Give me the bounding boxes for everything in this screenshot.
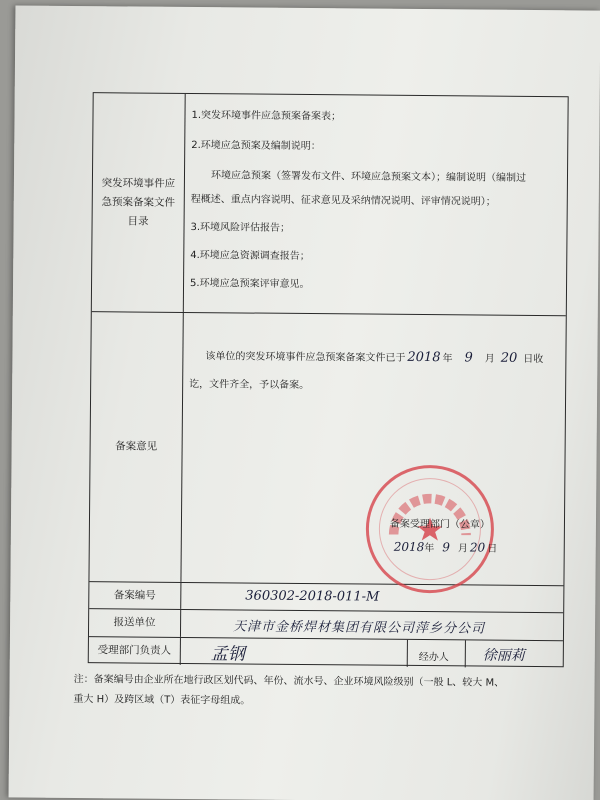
sign-day: 20	[469, 540, 486, 555]
record-number-content	[181, 583, 563, 612]
directory-item-5: 5.环境应急预案评审意见。	[189, 277, 310, 291]
filing-sign-date	[394, 539, 498, 555]
directory-content	[184, 94, 568, 315]
sign-year: 2018	[393, 539, 425, 555]
people-divider-1	[407, 640, 408, 667]
opinion-text-line-1	[205, 347, 543, 366]
directory-label	[92, 93, 186, 312]
directory-item-3: 3.环境风险评估报告；	[190, 221, 291, 234]
submitter-row	[89, 609, 563, 641]
submitter-value: 天津市金桥焊材集团有限公司萍乡分公司	[232, 619, 486, 637]
received-day: 20	[500, 350, 518, 366]
sign-month-suffix: 月	[457, 543, 468, 555]
submitter-label: 报送单位	[89, 609, 181, 637]
paper-sheet	[9, 5, 600, 800]
opinion-row	[89, 312, 565, 586]
record-number-value: 360302-2018-011-M	[245, 588, 380, 605]
directory-row	[92, 93, 568, 316]
directory-item-1: 1.突发环境事件应急预案备案表；	[191, 110, 342, 123]
directory-item-2: 2.环境应急预案及编制说明：	[191, 140, 321, 153]
directory-label-line-3: 目录	[127, 214, 149, 228]
footnote	[73, 670, 573, 714]
opinion-content	[181, 313, 565, 585]
responsible-persons-row	[89, 637, 563, 668]
footnote-line-2: 重大 H）及跨区域（T）表征字母组成。	[73, 693, 251, 707]
responsible-persons-content	[181, 638, 563, 668]
dept-head-label: 受理部门负责人	[89, 637, 181, 665]
opinion-text-part1: 该单位的突发环境事件应急预案备案文件已于	[205, 351, 406, 364]
filing-dept-seal-line: 备案受理部门（公章）	[389, 518, 490, 531]
directory-label-line-2: 急预案备案文件	[101, 195, 176, 209]
directory-label-line-1: 突发环境事件应	[101, 176, 176, 190]
submitter-content	[181, 610, 563, 640]
sign-day-suffix: 日	[487, 543, 498, 555]
opinion-label: 备案意见	[89, 312, 183, 582]
footnote-line-1: 注：备案编号由企业所在地行政区划代码、年份、流水号、企业环境风险级别（一般 L、较大 M、	[73, 673, 505, 689]
received-month: 9	[464, 350, 473, 366]
received-month-suffix: 月	[484, 353, 495, 365]
people-divider-2	[465, 640, 466, 667]
received-year-suffix: 年	[442, 353, 453, 365]
handler-signature: 徐丽莉	[482, 647, 525, 664]
directory-item-2-detail-2: 程概述、重点内容说明、征求意见及采纳情况说明、评审情况说明）；	[190, 194, 496, 208]
sign-year-suffix: 年	[424, 543, 435, 555]
sign-month: 9	[442, 540, 451, 555]
filing-form-table	[88, 92, 569, 667]
received-day-suffix: 日收	[523, 353, 544, 366]
received-year: 2018	[407, 349, 441, 366]
record-number-label: 备案编号	[89, 582, 181, 609]
opinion-text-line-2: 讫，文件齐全，予以备案。	[189, 378, 310, 392]
directory-item-4: 4.环境应急资源调查报告；	[190, 249, 310, 263]
directory-item-2-detail-1: 环境应急预案（签署发布文件、环境应急预案文本）；编制说明（编制过	[210, 170, 527, 184]
record-number-row	[89, 582, 563, 613]
dept-head-signature: 孟钢	[210, 644, 245, 665]
handler-label: 经办人	[418, 652, 449, 664]
